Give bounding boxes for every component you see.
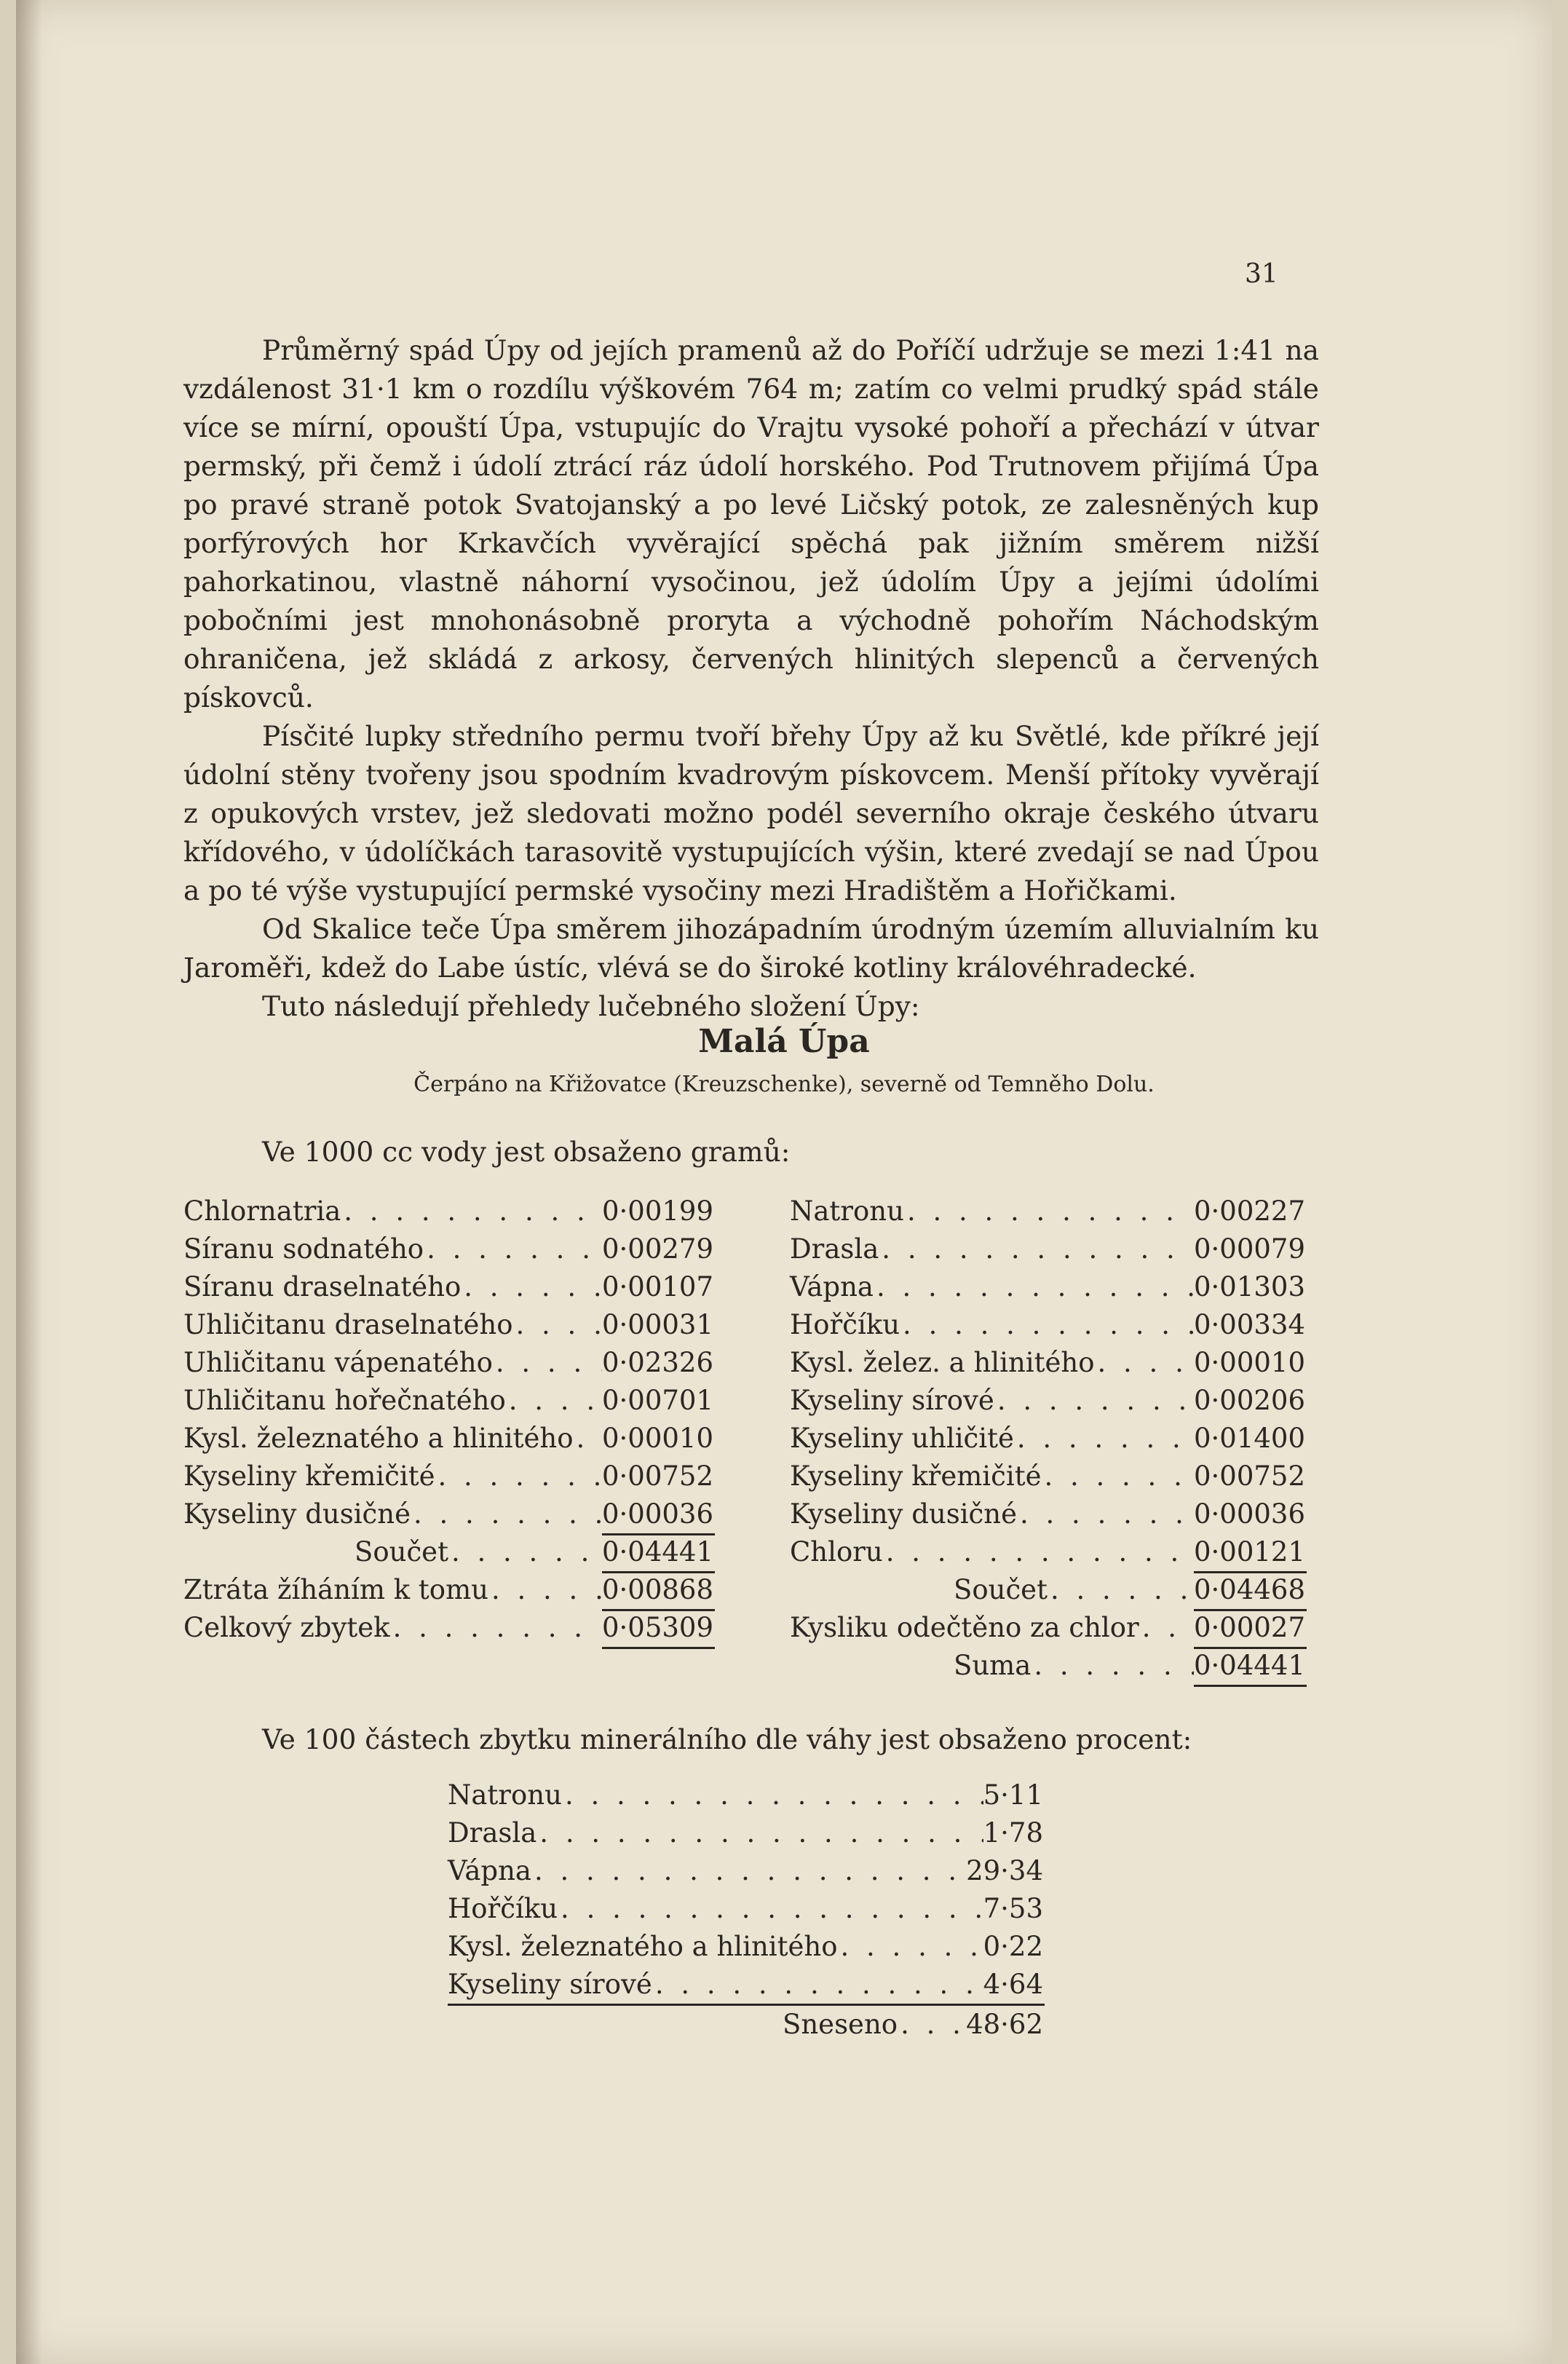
table-row-total: Suma . . . 0·04441 [790, 1647, 1307, 1685]
table-row: Ztráta žíháním k tomu . . . 0·00868 [183, 1571, 715, 1609]
table-row: Uhličitanu draselnatého . . . 0·00031 [183, 1306, 715, 1344]
table-row: Natronu . . . 5·11 [448, 1776, 1045, 1814]
table-row: Síranu draselnatého . . . 0·00107 [183, 1268, 715, 1306]
table-row: Kyseliny sírové . . . 0·00206 [790, 1382, 1307, 1420]
paragraph-3: Od Skalice teče Úpa směrem jihozápadním úrodným územím alluvialním ku Jaroměři, kdež do Labe ústíc, vlévá se do široké kotliny královéhradecké. [183, 913, 1319, 984]
table-row: Kyseliny dusičné . . . 0·00036 [790, 1495, 1307, 1533]
intro-100-parts: Ve 100 částech zbytku minerálního dle váhy jest obsaženo procent: [262, 1723, 1192, 1755]
table-row: Kyseliny křemičité . . . 0·00752 [790, 1458, 1307, 1495]
table-row: Kysliku odečtěno za chlor . . . 0·00027 [790, 1609, 1307, 1647]
table-row: Kyseliny dusičné . . . 0·00036 [183, 1495, 715, 1533]
table-row: Uhličitanu vápenatého . . . 0·02326 [183, 1344, 715, 1382]
section-subtitle: Čerpáno na Křižovatce (Kreuzschenke), severně od Temněho Dolu. [413, 1072, 1155, 1097]
table-row: Kyseliny uhličité . . . 0·01400 [790, 1420, 1307, 1458]
paragraph-2: Písčité lupky středního permu tvoří břehy Úpy až ku Světlé, kde příkré její údolní stěny tvořeny jsou spodním kvadrovým pískovcem. Menší přítoky vyvěrají z opukových vrstev, jež sledovati možno podél severního okraje českého útvaru křídového, v údolíčkách tarasovitě vystupujících výšin, které zvedají se nad Úpou a po té výše vystupující permské vysočiny mezi Hradištěm a Hořičkami. [183, 720, 1319, 906]
percent-table [448, 1776, 1045, 2044]
table-row: Síranu sodnatého . . . 0·00279 [183, 1230, 715, 1268]
table-row: Natronu . . . 0·00227 [790, 1193, 1307, 1230]
table-row-total: Celkový zbytek . . . 0·05309 [183, 1609, 715, 1647]
right-composition-table [790, 1193, 1307, 1685]
table-row: Drasla . . . 1·78 [448, 1814, 1045, 1852]
table-row: Drasla . . . 0·00079 [790, 1230, 1307, 1268]
table-row: Uhličitanu hořečnatého . . . 0·00701 [183, 1382, 715, 1420]
paragraph-4: Tuto následují přehledy lučebného složení Úpy: [262, 990, 920, 1022]
table-row: Vápna . . . 29·34 [448, 1852, 1045, 1890]
table-row-total: Sneseno . . . 48·62 [448, 2006, 1045, 2044]
page-spine-shadow [16, 0, 42, 2364]
table-row: Kysl. železnatého a hlinitého . . . 0·00010 [183, 1420, 715, 1458]
paragraph-1: Průměrný spád Úpy od jejích pramenů až do Poříčí udržuje se mezi 1:41 na vzdálenost 31·1 km o rozdílu výškovém 764 m; zatím co velmi prudký spád stále více se mírní, opouští Úpa, vstupujíc do Vrajtu vysoké pohoří a přechází v útvar permský, při čemž i údolí ztrácí ráz údolí horského. Pod Trutnovem přijímá Úpa po pravé straně potok Svatojanský a po levé Ličský potok, ze zalesněných kup porfýrových hor Krkavčích vyvěrající spěchá pak jižním směrem nižší pahorkatinou, vlastně náhorní vysočinou, jež údolím Úpy a jejími údolími pobočními jest mnohonásobně proryta a východně pohořím Náchodským ohraničena, jež skládá z arkosy, červených hlinitých slepenců a červených pískovců. [183, 334, 1319, 713]
body-text [183, 331, 1319, 1026]
table-row: Kyseliny křemičité . . . 0·00752 [183, 1458, 715, 1495]
table-row: Kysl. železnatého a hlinitého . . . 0·22 [448, 1928, 1045, 1966]
table-row: Chlornatria . . . 0·00199 [183, 1193, 715, 1230]
left-composition-table [183, 1193, 715, 1647]
table-row: Vápna . . . 0·01303 [790, 1268, 1307, 1306]
table-row-sum: Součet . . . 0·04441 [183, 1533, 715, 1571]
table-row: Chloru . . . 0·00121 [790, 1533, 1307, 1571]
page-number: 31 [1245, 259, 1278, 289]
table-row-sum: Součet . . . 0·04468 [790, 1571, 1307, 1609]
section-title: Malá Úpa [698, 1023, 870, 1060]
table-row: Hořčíku . . . 0·00334 [790, 1306, 1307, 1344]
table-row: Kysl. želez. a hlinitého . . . 0·00010 [790, 1344, 1307, 1382]
table-row: Kyseliny sírové . . . 4·64 [448, 1966, 1045, 2006]
table-row: Hořčíku . . . 7·53 [448, 1890, 1045, 1928]
intro-1000cc: Ve 1000 cc vody jest obsaženo gramů: [262, 1136, 791, 1168]
